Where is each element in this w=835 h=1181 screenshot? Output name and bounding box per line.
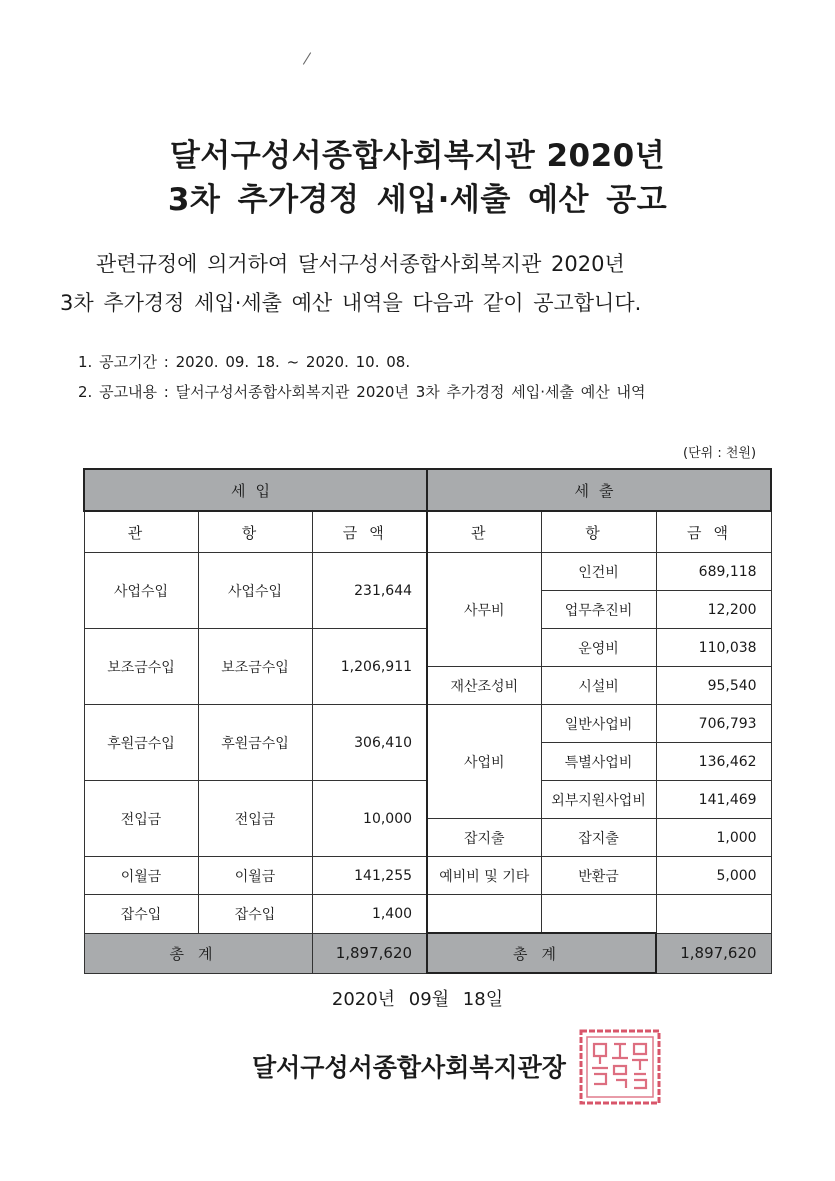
revenue-amount: 10,000 <box>312 781 427 857</box>
revenue-hang: 이월금 <box>198 857 312 895</box>
signature-name: 달서구성서종합사회복지관장 <box>252 1053 566 1082</box>
title-line-1: 달서구성서종합사회복지관 2020년 <box>169 138 666 174</box>
expense-gwan: 예비비 및 기타 <box>427 857 541 895</box>
expense-hang: 운영비 <box>541 629 656 667</box>
budget-table <box>83 468 772 974</box>
title-line-2: 3차 추가경정 세입·세출 예산 공고 <box>167 182 668 218</box>
revenue-gwan-header: 관 <box>84 511 198 553</box>
table-row <box>84 705 771 743</box>
intro-line-2: 3차 추가경정 세입·세출 예산 내역을 다음과 같이 공고합니다. <box>60 291 642 315</box>
expense-hang: 외부지원사업비 <box>541 781 656 819</box>
expense-amount: 12,200 <box>656 591 771 629</box>
expense-amount: 95,540 <box>656 667 771 705</box>
expense-hang: 특별사업비 <box>541 743 656 781</box>
expense-amount: 141,469 <box>656 781 771 819</box>
expense-hang: 업무추진비 <box>541 591 656 629</box>
official-seal <box>578 1028 662 1106</box>
revenue-gwan: 잡수입 <box>84 895 198 934</box>
seal-glyphs <box>592 1044 648 1088</box>
section-row <box>84 469 771 511</box>
expense-amount: 136,462 <box>656 743 771 781</box>
expense-hang: 시설비 <box>541 667 656 705</box>
revenue-total-label: 총계 <box>84 933 312 973</box>
table-row <box>84 857 771 895</box>
expense-amount: 110,038 <box>656 629 771 667</box>
revenue-gwan: 보조금수입 <box>84 629 198 705</box>
revenue-amount: 1,400 <box>312 895 427 934</box>
revenue-gwan: 이월금 <box>84 857 198 895</box>
expense-amount: 689,118 <box>656 553 771 591</box>
expense-hang: 반환금 <box>541 857 656 895</box>
revenue-hang: 잡수입 <box>198 895 312 934</box>
notice-period: 1. 공고기간 : 2020. 09. 18. ~ 2020. 10. 08. <box>78 353 411 371</box>
scan-mark <box>303 52 311 64</box>
table-row <box>84 895 771 934</box>
revenue-total-amount: 1,897,620 <box>312 933 427 973</box>
revenue-gwan: 전입금 <box>84 781 198 857</box>
unit-label: (단위 : 천원) <box>683 446 757 461</box>
revenue-hang: 사업수입 <box>198 553 312 629</box>
expense-hang: 일반사업비 <box>541 705 656 743</box>
expense-amount: 706,793 <box>656 705 771 743</box>
expense-section-title: 세출 <box>427 469 771 511</box>
revenue-hang: 보조금수입 <box>198 629 312 705</box>
revenue-amount: 306,410 <box>312 705 427 781</box>
expense-hang: 잡지출 <box>541 819 656 857</box>
expense-amount: 1,000 <box>656 819 771 857</box>
expense-total-amount: 1,897,620 <box>656 933 771 973</box>
revenue-hang-header: 항 <box>198 511 312 553</box>
total-row <box>84 933 771 973</box>
revenue-amount-header: 금액 <box>312 511 427 553</box>
expense-amount: 5,000 <box>656 857 771 895</box>
expense-amount-blank <box>656 895 771 934</box>
expense-gwan: 사무비 <box>427 553 541 667</box>
revenue-amount: 231,644 <box>312 553 427 629</box>
expense-hang: 인건비 <box>541 553 656 591</box>
expense-gwan: 잡지출 <box>427 819 541 857</box>
notice-date: 2020년 09월 18일 <box>331 989 504 1010</box>
intro-line-1: 관련규정에 의거하여 달서구성서종합사회복지관 2020년 <box>96 252 625 276</box>
revenue-amount: 1,206,911 <box>312 629 427 705</box>
revenue-section-title: 세입 <box>84 469 427 511</box>
revenue-hang: 전입금 <box>198 781 312 857</box>
expense-gwan-header: 관 <box>427 511 541 553</box>
expense-hang-header: 항 <box>541 511 656 553</box>
expense-hang-blank <box>541 895 656 934</box>
expense-gwan: 재산조성비 <box>427 667 541 705</box>
expense-gwan: 사업비 <box>427 705 541 819</box>
expense-gwan-blank <box>427 895 541 934</box>
column-header-row <box>84 511 771 553</box>
table-row <box>84 553 771 591</box>
notice-content: 2. 공고내용 : 달서구성서종합사회복지관 2020년 3차 추가경정 세입·세출 예산 내역 <box>78 383 646 401</box>
revenue-gwan: 사업수입 <box>84 553 198 629</box>
revenue-gwan: 후원금수입 <box>84 705 198 781</box>
revenue-hang: 후원금수입 <box>198 705 312 781</box>
expense-amount-header: 금액 <box>656 511 771 553</box>
expense-total-label: 총계 <box>427 933 656 973</box>
revenue-amount: 141,255 <box>312 857 427 895</box>
